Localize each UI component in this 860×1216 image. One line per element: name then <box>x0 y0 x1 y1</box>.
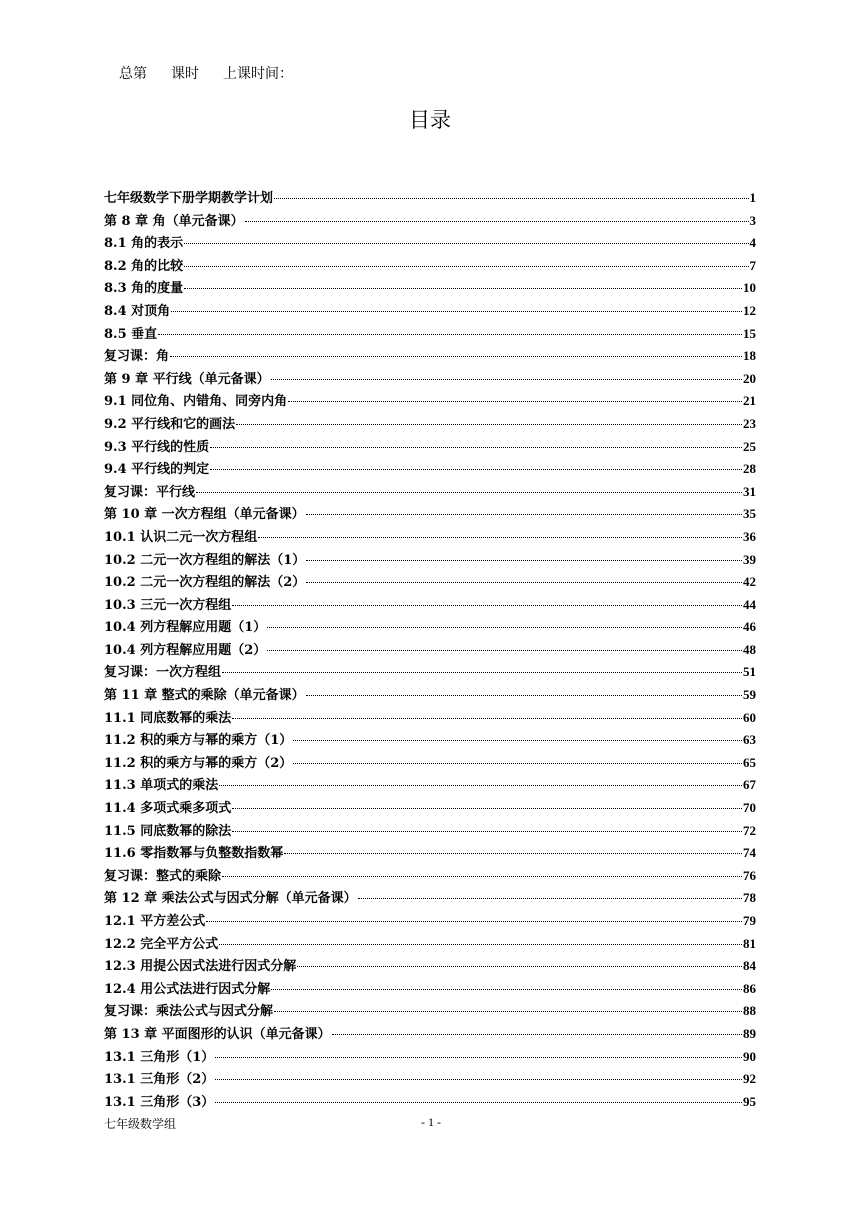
toc-entry-page: 23 <box>743 415 756 431</box>
toc-dot-leader <box>306 514 742 515</box>
toc-entry-page: 12 <box>743 302 756 318</box>
toc-entry-label: 13.1 三角形（1） <box>104 1049 215 1065</box>
toc-entry[interactable] <box>104 887 756 910</box>
toc-entry[interactable] <box>104 639 756 662</box>
toc-entry-page: 1 <box>749 190 756 205</box>
toc-entry-page: 79 <box>743 913 756 928</box>
toc-entry-label: 11.3 单项式的乘法 <box>104 778 219 794</box>
toc-entry[interactable] <box>104 390 756 413</box>
toc-entry-label: 11.5 同底数幂的除法 <box>104 823 232 839</box>
toc-dot-leader <box>306 560 742 561</box>
toc-entry[interactable] <box>104 210 756 233</box>
toc-entry-page: 78 <box>743 890 756 906</box>
toc-entry[interactable] <box>104 774 756 797</box>
toc-entry[interactable] <box>104 842 756 865</box>
toc-dot-leader <box>215 1079 742 1080</box>
toc-entry-label: 复习课：一次方程组 <box>104 665 222 681</box>
toc-entry[interactable] <box>104 458 756 481</box>
toc-entry[interactable] <box>104 752 756 775</box>
toc-entry-page: 65 <box>743 754 756 770</box>
toc-entry-page: 67 <box>743 777 756 793</box>
toc-dot-leader <box>284 853 742 854</box>
toc-entry[interactable] <box>104 1091 756 1114</box>
toc-entry[interactable] <box>104 1068 756 1091</box>
toc-dot-leader <box>184 243 748 244</box>
toc-entry[interactable] <box>104 1023 756 1046</box>
toc-entry-label: 8.4 对顶角 <box>104 303 171 319</box>
toc-entry-label: 复习课：整式的乘除 <box>104 868 222 884</box>
toc-dot-leader <box>206 921 742 922</box>
toc-entry-page: 60 <box>743 709 756 725</box>
toc-entry[interactable] <box>104 345 756 368</box>
toc-entry-label: 11.6 零指数幂与负整数指数幂 <box>104 846 284 862</box>
toc-dot-leader <box>210 447 742 448</box>
toc-dot-leader <box>236 424 742 425</box>
header-lesson-hours: 课时 <box>171 66 199 82</box>
toc-entry-page: 36 <box>743 528 756 544</box>
toc-entry-page: 81 <box>743 935 756 951</box>
toc-entry[interactable] <box>104 549 756 572</box>
toc-entry-label: 11.4 多项式乘多项式 <box>104 801 232 817</box>
toc-entry[interactable] <box>104 300 756 323</box>
toc-entry-label: 9.3 平行线的性质 <box>104 439 210 455</box>
toc-entry[interactable] <box>104 413 756 436</box>
toc-entry-page: 18 <box>743 348 756 364</box>
toc-entry-label: 9.2 平行线和它的画法 <box>104 416 236 432</box>
toc-entry-label: 10.4 列方程解应用题（1） <box>104 620 267 636</box>
toc-entry-label: 复习课：角 <box>104 349 170 365</box>
toc-entry-page: 46 <box>743 619 756 635</box>
toc-dot-leader <box>293 740 742 741</box>
toc-dot-leader <box>306 582 742 583</box>
toc-entry-page: 35 <box>743 506 756 522</box>
toc-entry-page: 3 <box>749 212 756 228</box>
header-total-lesson: 总第 <box>119 66 147 82</box>
toc-entry[interactable] <box>104 910 756 933</box>
toc-entry-page: 42 <box>743 574 756 590</box>
toc-entry-page: 70 <box>743 800 756 816</box>
toc-entry-label: 第 13 章 平面图形的认识（单元备课） <box>104 1026 331 1042</box>
toc-dot-leader <box>297 966 742 967</box>
toc-entry-label: 第 8 章 角（单元备课） <box>104 213 244 229</box>
toc-entry-page: 25 <box>743 438 756 454</box>
toc-entry-label: 第 10 章 一次方程组（单元备课） <box>104 507 305 523</box>
toc-dot-leader <box>271 379 742 380</box>
toc-entry[interactable] <box>104 707 756 730</box>
toc-dot-leader <box>232 605 742 606</box>
footer-group-name: 七年级数学组 <box>104 1117 177 1131</box>
table-of-contents <box>104 187 756 1113</box>
toc-entry[interactable] <box>104 865 756 888</box>
footer-page-number: - 1 - <box>421 1115 441 1129</box>
toc-entry-label: 12.3 用提公因式法进行因式分解 <box>104 959 297 975</box>
toc-entry-page: 74 <box>743 845 756 861</box>
toc-dot-leader <box>274 1011 742 1012</box>
toc-entry-page: 90 <box>743 1048 756 1064</box>
toc-entry[interactable] <box>104 616 756 639</box>
toc-entry[interactable] <box>104 1000 756 1023</box>
toc-dot-leader <box>271 989 742 990</box>
toc-entry-label: 七年级数学下册学期教学计划 <box>104 191 274 206</box>
toc-entry-page: 28 <box>743 461 756 477</box>
toc-entry[interactable] <box>104 436 756 459</box>
toc-entry-page: 84 <box>743 958 756 974</box>
toc-entry[interactable] <box>104 277 756 300</box>
header-class-time: 上课时间： <box>223 66 293 82</box>
toc-dot-leader <box>332 1034 742 1035</box>
toc-entry[interactable] <box>104 729 756 752</box>
toc-entry-page: 4 <box>749 235 756 251</box>
toc-entry-page: 59 <box>743 687 756 703</box>
toc-entry-page: 21 <box>743 393 756 409</box>
toc-entry-page: 92 <box>743 1071 756 1087</box>
toc-entry[interactable] <box>104 571 756 594</box>
toc-entry-label: 9.1 同位角、内错角、同旁内角 <box>104 394 288 410</box>
toc-entry-label: 第 9 章 平行线（单元备课） <box>104 371 270 387</box>
toc-dot-leader <box>222 876 742 877</box>
toc-entry-label: 10.4 列方程解应用题（2） <box>104 642 267 658</box>
toc-entry[interactable] <box>104 820 756 843</box>
toc-entry-label: 9.4 平行线的判定 <box>104 462 210 478</box>
toc-entry-page: 51 <box>743 664 756 680</box>
toc-entry-page: 39 <box>743 551 756 567</box>
toc-entry-label: 复习课：乘法公式与因式分解 <box>104 1004 274 1020</box>
toc-entry-label: 10.2 二元一次方程组的解法（1） <box>104 552 306 568</box>
toc-entry[interactable] <box>104 187 756 210</box>
toc-dot-leader <box>267 650 742 651</box>
toc-entry-page: 95 <box>743 1093 756 1109</box>
toc-dot-leader <box>196 492 742 493</box>
toc-entry[interactable] <box>104 1046 756 1069</box>
toc-dot-leader <box>306 695 742 696</box>
toc-entry[interactable] <box>104 978 756 1001</box>
lesson-header <box>119 63 293 83</box>
toc-entry-page: 44 <box>743 596 756 612</box>
toc-entry-page: 86 <box>743 980 756 996</box>
toc-entry-page: 63 <box>743 732 756 748</box>
toc-dot-leader <box>222 672 742 673</box>
toc-entry-label: 11.2 积的乘方与幂的乘方（1） <box>104 733 293 749</box>
toc-dot-leader <box>215 1057 742 1058</box>
page-title: 目录 <box>409 108 451 132</box>
toc-dot-leader <box>219 944 742 945</box>
toc-dot-leader <box>158 334 742 335</box>
toc-entry-label: 10.2 二元一次方程组的解法（2） <box>104 575 306 591</box>
toc-dot-leader <box>274 198 748 199</box>
toc-dot-leader <box>245 221 749 222</box>
toc-dot-leader <box>232 831 742 832</box>
toc-dot-leader <box>267 627 742 628</box>
toc-entry[interactable] <box>104 955 756 978</box>
toc-entry-label: 12.2 完全平方公式 <box>104 936 219 952</box>
toc-entry-page: 76 <box>743 867 756 883</box>
toc-entry[interactable] <box>104 933 756 956</box>
toc-entry[interactable] <box>104 526 756 549</box>
toc-entry[interactable] <box>104 323 756 346</box>
toc-entry-label: 8.5 垂直 <box>104 326 158 342</box>
toc-dot-leader <box>215 1102 742 1103</box>
toc-dot-leader <box>219 785 742 786</box>
toc-entry[interactable] <box>104 594 756 617</box>
toc-dot-leader <box>293 763 742 764</box>
toc-dot-leader <box>232 808 742 809</box>
toc-dot-leader <box>170 356 742 357</box>
toc-entry-label: 13.1 三角形（2） <box>104 1072 215 1088</box>
toc-entry-page: 15 <box>743 325 756 341</box>
toc-entry-label: 8.2 角的比较 <box>104 258 184 274</box>
toc-entry-page: 20 <box>743 370 756 386</box>
toc-entry-page: 88 <box>743 1003 756 1019</box>
toc-dot-leader <box>171 311 742 312</box>
toc-entry-label: 12.4 用公式法进行因式分解 <box>104 981 271 997</box>
toc-entry-label: 12.1 平方差公式 <box>104 914 206 929</box>
toc-entry-label: 10.1 认识二元一次方程组 <box>104 529 258 545</box>
toc-entry-label: 8.1 角的表示 <box>104 236 184 252</box>
toc-dot-leader <box>288 401 742 402</box>
toc-entry-page: 7 <box>749 257 756 273</box>
toc-dot-leader <box>184 288 742 289</box>
toc-entry-label: 10.3 三元一次方程组 <box>104 597 232 613</box>
toc-dot-leader <box>258 537 742 538</box>
toc-dot-leader <box>184 266 748 267</box>
toc-entry[interactable] <box>104 684 756 707</box>
toc-entry-page: 31 <box>743 483 756 499</box>
toc-entry-label: 11.1 同底数幂的乘法 <box>104 710 232 726</box>
toc-entry[interactable] <box>104 661 756 684</box>
toc-entry[interactable] <box>104 503 756 526</box>
toc-dot-leader <box>358 898 742 899</box>
toc-entry[interactable] <box>104 232 756 255</box>
toc-entry[interactable] <box>104 797 756 820</box>
toc-entry-label: 13.1 三角形（3） <box>104 1094 215 1110</box>
toc-entry[interactable] <box>104 481 756 504</box>
toc-entry[interactable] <box>104 255 756 278</box>
toc-entry-label: 11.2 积的乘方与幂的乘方（2） <box>104 755 293 771</box>
toc-entry-label: 第 12 章 乘法公式与因式分解（单元备课） <box>104 891 357 907</box>
toc-entry[interactable] <box>104 368 756 391</box>
toc-entry-label: 复习课：平行线 <box>104 484 196 500</box>
toc-entry-page: 48 <box>743 641 756 657</box>
toc-entry-page: 72 <box>743 822 756 838</box>
toc-entry-page: 89 <box>743 1025 756 1041</box>
toc-dot-leader <box>232 718 742 719</box>
toc-entry-label: 8.3 角的度量 <box>104 281 184 297</box>
toc-dot-leader <box>210 469 742 470</box>
toc-entry-label: 第 11 章 整式的乘除（单元备课） <box>104 688 305 704</box>
toc-entry-page: 10 <box>743 280 756 296</box>
